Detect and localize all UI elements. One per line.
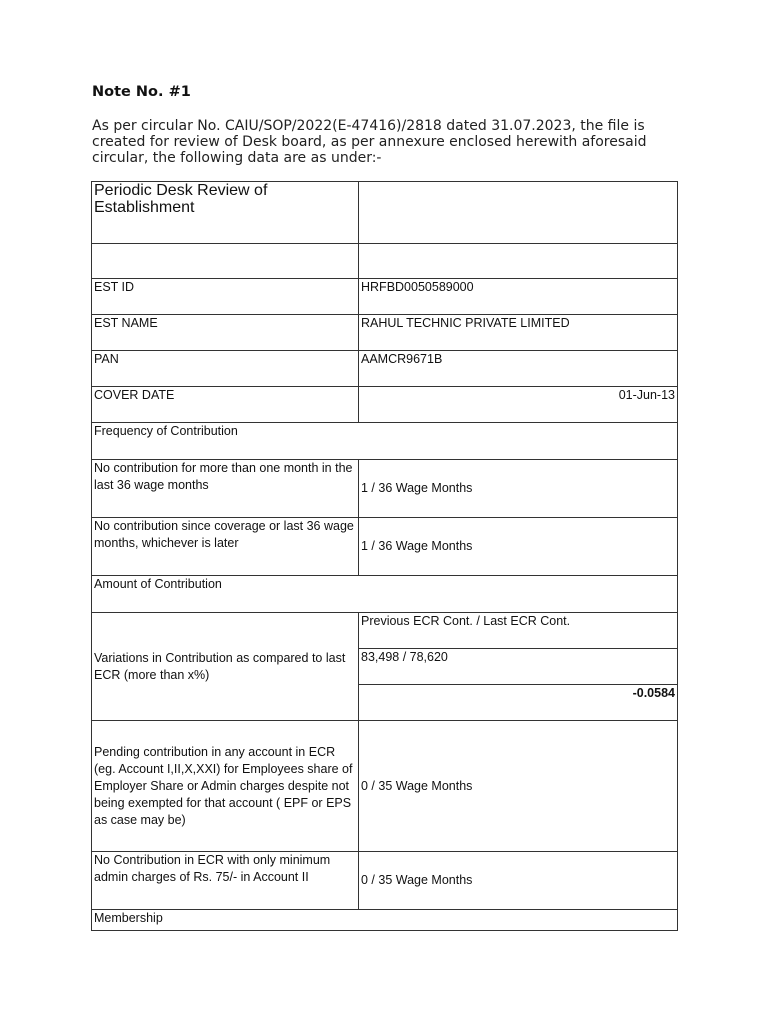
section-header [92,423,678,460]
table-row [92,721,678,852]
variation-heading: Previous ECR Cont. / Last ECR Cont. [359,613,678,649]
pan-label: PAN [92,351,359,387]
blank-cell [92,244,359,279]
est-id-label: EST ID [92,279,359,315]
table-row [92,315,678,351]
no-contribution-month-label: No contribution for more than one month in the last 36 wage months [92,460,359,518]
no-contribution-since-value: 1 / 36 Wage Months [359,518,678,576]
table-row [92,613,678,649]
section-header [92,910,678,931]
no-contribution-month-value: 1 / 36 Wage Months [359,460,678,518]
table-row [92,460,678,518]
membership-header: Membership [92,910,678,931]
pending-contribution-label: Pending contribution in any account in ECR (eg. Account I,II,X,XXI) for Employees share of Employer Share or Admin charges despite not being exempted for that account ( EPF or EPS as case may be) [92,721,359,852]
section-header [92,576,678,613]
table-row [92,279,678,315]
amount-header: Amount of Contribution [92,576,678,613]
est-name-value: RAHUL TECHNIC PRIVATE LIMITED [359,315,678,351]
variation-values: 83,498 / 78,620 [359,649,678,685]
variation-ratio: -0.0584 [359,685,678,721]
table-title: Periodic Desk Review of Establishment [92,182,359,244]
table-row [92,852,678,910]
variation-label: Variations in Contribution as compared to last ECR (more than x%) [92,613,359,721]
pan-value: AAMCR9671B [359,351,678,387]
table-row [92,387,678,423]
min-admin-label: No Contribution in ECR with only minimum admin charges of Rs. 75/- in Account II [92,852,359,910]
intro-paragraph: As per circular No. CAIU/SOP/2022(E-47416)/2818 dated 31.07.2023, the file is created for review of Desk board, as per annexure enclosed herewith aforesaid circular, the following data are as under:- [92,118,647,166]
est-id-value: HRFBD0050589000 [359,279,678,315]
table-row [92,518,678,576]
frequency-header: Frequency of Contribution [92,423,678,460]
blank-cell [359,244,678,279]
table-row [92,351,678,387]
table-title-blank [359,182,678,244]
note-title: Note No. #1 [92,84,191,100]
cover-date-value: 01-Jun-13 [359,387,678,423]
pending-contribution-value: 0 / 35 Wage Months [359,721,678,852]
min-admin-value: 0 / 35 Wage Months [359,852,678,910]
est-name-label: EST NAME [92,315,359,351]
no-contribution-since-label: No contribution since coverage or last 36 wage months, whichever is later [92,518,359,576]
cover-date-label: COVER DATE [92,387,359,423]
desk-review-table [91,181,678,931]
